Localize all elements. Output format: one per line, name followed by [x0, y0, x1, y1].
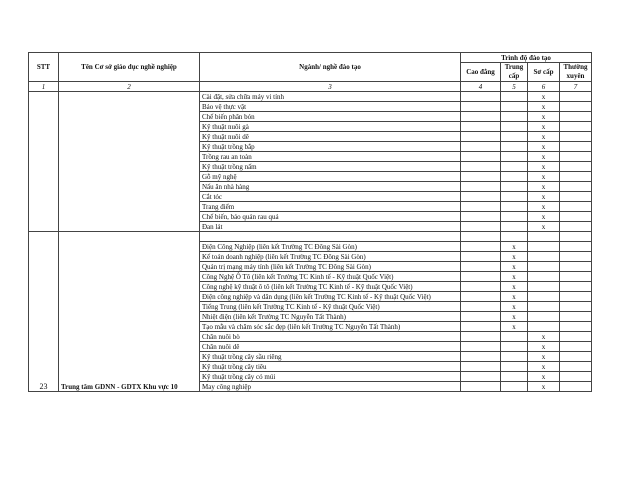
so-cap-cell: [528, 282, 560, 292]
thuong-xuyen-cell: [560, 202, 592, 212]
so-cap-mark: x: [528, 162, 560, 172]
thuong-xuyen-cell: [560, 242, 592, 252]
cao-dang-cell: [461, 252, 501, 262]
program-name: Quản trị mạng máy tính (liên kết Trường TC Đông Sài Gòn): [200, 262, 461, 272]
trung-cap-cell: [501, 182, 528, 192]
trung-cap-mark: x: [501, 312, 528, 322]
so-cap-mark: x: [528, 352, 560, 362]
trung-cap-mark: x: [501, 262, 528, 272]
thuong-xuyen-cell: [560, 342, 592, 352]
thuong-xuyen-cell: [560, 112, 592, 122]
empty-cell: [528, 232, 560, 242]
so-cap-mark: x: [528, 102, 560, 112]
thuong-xuyen-cell: [560, 172, 592, 182]
program-name: Trang điểm: [200, 202, 461, 212]
program-name: Chăn nuôi bò: [200, 332, 461, 342]
group-1-body: [29, 92, 592, 232]
trung-cap-cell: [501, 342, 528, 352]
so-cap-cell: [528, 252, 560, 262]
trung-cap-cell: [501, 102, 528, 112]
cao-dang-cell: [461, 362, 501, 372]
thuong-xuyen-cell: [560, 262, 592, 272]
cao-dang-cell: [461, 322, 501, 332]
empty-cell: [200, 232, 461, 242]
trung-cap-header: Trung cấp: [501, 63, 528, 82]
so-cap-mark: x: [528, 222, 560, 232]
program-name: Đan lát: [200, 222, 461, 232]
so-cap-cell: [528, 312, 560, 322]
trung-cap-cell: [501, 132, 528, 142]
program-name: Cài đặt, sửa chữa máy vi tính: [200, 92, 461, 102]
trung-cap-mark: x: [501, 252, 528, 262]
program-name: Kỹ thuật nuôi dê: [200, 132, 461, 142]
trung-cap-cell: [501, 92, 528, 102]
program-name: Gỗ mỹ nghệ: [200, 172, 461, 182]
group-separator-row: [29, 232, 592, 242]
cao-dang-cell: [461, 312, 501, 322]
thuong-xuyen-cell: [560, 92, 592, 102]
program-name: Cắt tóc: [200, 192, 461, 202]
trung-cap-cell: [501, 162, 528, 172]
cao-dang-cell: [461, 292, 501, 302]
cao-dang-cell: [461, 212, 501, 222]
thuong-xuyen-cell: [560, 162, 592, 172]
so-cap-mark: x: [528, 202, 560, 212]
so-cap-cell: [528, 242, 560, 252]
program-name: Kỹ thuật trồng cây có múi: [200, 372, 461, 382]
program-name: Chế biến, bảo quản rau quả: [200, 212, 461, 222]
cao-dang-cell: [461, 102, 501, 112]
trung-cap-cell: [501, 142, 528, 152]
cao-dang-cell: [461, 272, 501, 282]
cao-dang-cell: [461, 112, 501, 122]
thuong-xuyen-cell: [560, 122, 592, 132]
column-index-row: [29, 82, 592, 92]
cao-dang-cell: [461, 302, 501, 312]
thuong-xuyen-cell: [560, 102, 592, 112]
so-cap-mark: x: [528, 172, 560, 182]
thuong-xuyen-cell: [560, 152, 592, 162]
so-cap-header: Sơ cấp: [528, 63, 560, 82]
program-name: Tạo mẫu và chăm sóc sắc đẹp (liên kết Trường TC Nguyễn Tất Thành): [200, 322, 461, 332]
cao-dang-cell: [461, 122, 501, 132]
so-cap-mark: x: [528, 212, 560, 222]
trung-cap-cell: [501, 122, 528, 132]
trung-cap-cell: [501, 212, 528, 222]
cao-dang-cell: [461, 242, 501, 252]
thuong-xuyen-cell: [560, 212, 592, 222]
so-cap-mark: x: [528, 152, 560, 162]
so-cap-cell: [528, 272, 560, 282]
training-level-header: Trình độ đào tạo: [461, 53, 592, 63]
thuong-xuyen-cell: [560, 282, 592, 292]
cao-dang-cell: [461, 172, 501, 182]
so-cap-cell: [528, 302, 560, 312]
so-cap-cell: [528, 292, 560, 302]
cao-dang-cell: [461, 182, 501, 192]
column-index: 6: [528, 82, 560, 92]
program-name: Điện công nghiệp và dân dụng (liên kết Trường TC Kinh tế - Kỹ thuật Quốc Việt): [200, 292, 461, 302]
group-2-body: [29, 232, 592, 392]
program-name: Kỹ thuật trồng cây tiêu: [200, 362, 461, 372]
trung-cap-cell: [501, 352, 528, 362]
thuong-xuyen-cell: [560, 312, 592, 322]
stt-cell: 23: [29, 232, 59, 392]
empty-cell: [560, 232, 592, 242]
column-index: 3: [200, 82, 461, 92]
program-name: Tiếng Trung (liên kết Trường TC Kinh tế - Kỹ thuật Quốc Việt): [200, 302, 461, 312]
institution-name: Trung tâm GDNN - GDTX Khu vực 10: [59, 232, 200, 392]
so-cap-cell: [528, 322, 560, 332]
thuong-xuyen-cell: [560, 302, 592, 312]
so-cap-mark: x: [528, 372, 560, 382]
program-name: Công nghệ kỹ thuật ô tô (liên kết Trường TC Kinh tế - Kỹ thuật Quốc Việt): [200, 282, 461, 292]
thuong-xuyen-cell: [560, 362, 592, 372]
trung-cap-cell: [501, 202, 528, 212]
so-cap-mark: x: [528, 332, 560, 342]
cao-dang-cell: [461, 152, 501, 162]
so-cap-mark: x: [528, 192, 560, 202]
trung-cap-cell: [501, 382, 528, 392]
so-cap-mark: x: [528, 382, 560, 392]
empty-cell: [461, 232, 501, 242]
cao-dang-cell: [461, 202, 501, 212]
stt-header: STT: [29, 53, 59, 82]
cao-dang-cell: [461, 192, 501, 202]
so-cap-mark: x: [528, 182, 560, 192]
trung-cap-cell: [501, 152, 528, 162]
thuong-xuyen-cell: [560, 222, 592, 232]
program-name: May công nghiệp: [200, 382, 461, 392]
trung-cap-cell: [501, 332, 528, 342]
thuong-xuyen-cell: [560, 382, 592, 392]
so-cap-cell: [528, 262, 560, 272]
so-cap-mark: x: [528, 132, 560, 142]
trung-cap-mark: x: [501, 302, 528, 312]
trung-cap-cell: [501, 112, 528, 122]
program-name: Chăn nuôi dê: [200, 342, 461, 352]
program-name: Nấu ăn nhà hàng: [200, 182, 461, 192]
cao-dang-cell: [461, 92, 501, 102]
training-programs-table: [28, 52, 592, 392]
cao-dang-cell: [461, 132, 501, 142]
column-index: 4: [461, 82, 501, 92]
program-name: Kỹ thuật nuôi gà: [200, 122, 461, 132]
thuong-xuyen-header: Thường xuyên: [560, 63, 592, 82]
trung-cap-cell: [501, 222, 528, 232]
so-cap-mark: x: [528, 92, 560, 102]
cao-dang-cell: [461, 222, 501, 232]
cao-dang-cell: [461, 142, 501, 152]
program-name: Kỹ thuật trồng cây sầu riêng: [200, 352, 461, 362]
institution-header: Tên Cơ sở giáo dục nghề nghiệp: [59, 53, 200, 82]
program-name: Chế biến phân bón: [200, 112, 461, 122]
column-index: 2: [59, 82, 200, 92]
thuong-xuyen-cell: [560, 252, 592, 262]
trung-cap-cell: [501, 372, 528, 382]
so-cap-mark: x: [528, 342, 560, 352]
empty-cell: [501, 232, 528, 242]
trung-cap-mark: x: [501, 322, 528, 332]
cao-dang-header: Cao đẳng: [461, 63, 501, 82]
program-name: Nhiệt điện (liên kết Trường TC Nguyễn Tất Thành): [200, 312, 461, 322]
program-header: Ngành/ nghề đào tạo: [200, 53, 461, 82]
program-name: Kỹ thuật trồng nấm: [200, 162, 461, 172]
thuong-xuyen-cell: [560, 352, 592, 362]
thuong-xuyen-cell: [560, 192, 592, 202]
program-name: Kỹ thuật trồng bắp: [200, 142, 461, 152]
stt-cell: [29, 92, 59, 232]
trung-cap-mark: x: [501, 282, 528, 292]
thuong-xuyen-cell: [560, 182, 592, 192]
column-index: 1: [29, 82, 59, 92]
program-name: Kế toán doanh nghiệp (liên kết Trường TC Đông Sài Gòn): [200, 252, 461, 262]
trung-cap-mark: x: [501, 292, 528, 302]
thuong-xuyen-cell: [560, 332, 592, 342]
program-name: Điện Công Nghiệp (liên kết Trường TC Đông Sài Gòn): [200, 242, 461, 252]
cao-dang-cell: [461, 382, 501, 392]
trung-cap-cell: [501, 192, 528, 202]
so-cap-mark: x: [528, 112, 560, 122]
program-name: Công Nghệ Ô Tô (liên kết Trường TC Kinh tế - Kỹ thuật Quốc Việt): [200, 272, 461, 282]
column-index: 5: [501, 82, 528, 92]
cao-dang-cell: [461, 352, 501, 362]
so-cap-mark: x: [528, 122, 560, 132]
table-header: [29, 53, 592, 92]
thuong-xuyen-cell: [560, 292, 592, 302]
thuong-xuyen-cell: [560, 322, 592, 332]
institution-cell: [59, 92, 200, 232]
program-name: Bảo vệ thực vật: [200, 102, 461, 112]
thuong-xuyen-cell: [560, 272, 592, 282]
table-row: [29, 92, 592, 102]
cao-dang-cell: [461, 282, 501, 292]
program-name: Trồng rau an toàn: [200, 152, 461, 162]
cao-dang-cell: [461, 372, 501, 382]
column-index: 7: [560, 82, 592, 92]
cao-dang-cell: [461, 342, 501, 352]
trung-cap-mark: x: [501, 272, 528, 282]
thuong-xuyen-cell: [560, 372, 592, 382]
so-cap-mark: x: [528, 142, 560, 152]
so-cap-mark: x: [528, 362, 560, 372]
thuong-xuyen-cell: [560, 142, 592, 152]
trung-cap-cell: [501, 172, 528, 182]
trung-cap-mark: x: [501, 242, 528, 252]
cao-dang-cell: [461, 262, 501, 272]
thuong-xuyen-cell: [560, 132, 592, 142]
trung-cap-cell: [501, 362, 528, 372]
cao-dang-cell: [461, 162, 501, 172]
cao-dang-cell: [461, 332, 501, 342]
